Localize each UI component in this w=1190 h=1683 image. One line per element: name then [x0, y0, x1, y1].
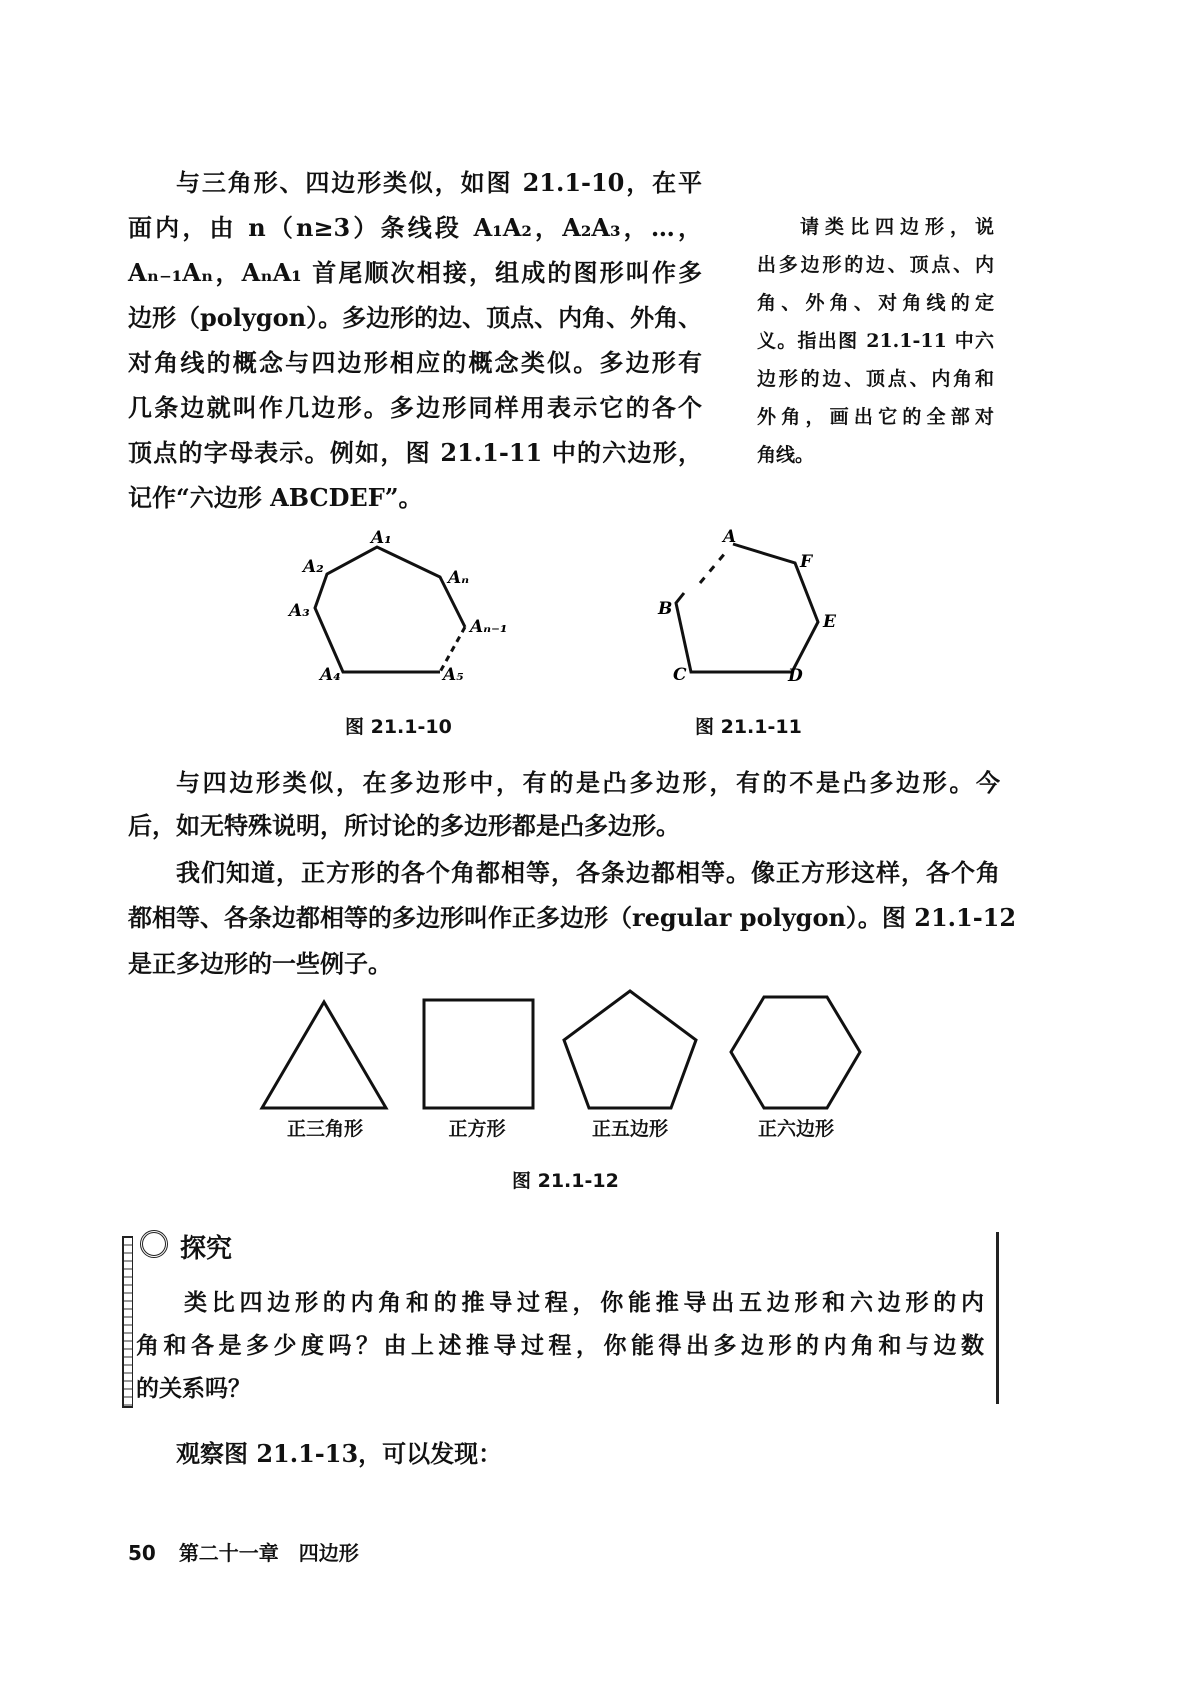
vertex-label-a3: A₃ [289, 601, 310, 621]
side-note-line: 出多边形的边、顶点、内 [757, 254, 994, 276]
vertex-label-a4: A₄ [320, 665, 341, 685]
vertex-label-a1: A₁ [371, 528, 392, 548]
explore-icon [140, 1230, 168, 1258]
text-line: 面内，由 n（n≥3）条线段 A₁A₂，A₂A₃，…， [128, 213, 702, 242]
square-shape [424, 1000, 533, 1108]
page-footer [128, 1537, 359, 1566]
explore-left-border [122, 1236, 133, 1408]
regular-hexagon-shape [731, 997, 860, 1108]
vertex-label-an-1: Aₙ₋₁ [470, 617, 508, 637]
observe-line: 观察图 21.1-13，可以发现： [176, 1439, 503, 1468]
vertex-label-b: B [658, 599, 673, 619]
shape-label: 正六边形 [757, 1118, 834, 1140]
vertex-label-a2: A₂ [303, 557, 324, 577]
figure-caption: 图 21.1-10 [345, 716, 452, 738]
text-line: 对角线的概念与四边形相应的概念类似。多边形有 [128, 348, 702, 377]
text-line: 是正多边形的一些例子。 [128, 949, 392, 978]
explore-text-line: 类比四边形的内角和的推导过程，你能推导出五边形和六边形的内 [184, 1289, 984, 1316]
side-note-line: 请类比四边形，说 [800, 216, 994, 238]
figure-caption: 图 21.1-12 [512, 1170, 619, 1192]
side-note-line: 角、外角、对角线的定 [757, 292, 994, 314]
vertex-label-f: F [800, 552, 813, 572]
text-line: 边形（polygon）。多边形的边、顶点、内角、外角、 [128, 303, 703, 332]
chapter-title: 第二十一章 四边形 [178, 1541, 359, 1565]
explore-box [122, 1228, 999, 1406]
equilateral-triangle-shape [262, 1002, 386, 1108]
vertex-label-c: C [673, 665, 687, 685]
vertex-label-a: A [723, 527, 737, 547]
shape-label: 正五边形 [591, 1118, 668, 1140]
text-line: 与四边形类似，在多边形中，有的是凸多边形，有的不是凸多边形。今 [176, 768, 1000, 797]
text-line: 我们知道，正方形的各个角都相等，各条边都相等。像正方形这样，各个角 [176, 858, 1000, 887]
text-line: 都相等、各条边都相等的多边形叫作正多边形（regular polygon）。图 21.1-12 [128, 903, 1017, 932]
explore-text-line: 的关系吗？ [136, 1375, 251, 1402]
shape-label: 正方形 [448, 1118, 506, 1140]
vertex-label-e: E [823, 612, 836, 632]
vertex-label-an: Aₙ [448, 568, 469, 588]
text-line: Aₙ₋₁Aₙ，AₙA₁ 首尾顺次相接，组成的图形叫作多 [128, 258, 702, 287]
side-note-line: 义。指出图 21.1-11 中六 [757, 330, 994, 352]
figure-caption: 图 21.1-11 [695, 716, 802, 738]
text-line: 与三角形、四边形类似，如图 21.1-10，在平 [176, 168, 702, 197]
explore-right-border [996, 1232, 999, 1404]
page-number: 50 [128, 1541, 156, 1565]
vertex-label-a5: A₅ [443, 665, 464, 685]
side-note-line: 外角，画出它的全部对 [757, 406, 994, 428]
text-line: 顶点的字母表示。例如，图 21.1-11 中的六边形， [128, 438, 702, 467]
shape-label: 正三角形 [286, 1118, 363, 1140]
side-note-line: 边形的边、顶点、内角和 [757, 368, 994, 390]
text-line: 后，如无特殊说明，所讨论的多边形都是凸多边形。 [128, 811, 680, 840]
text-line: 几条边就叫作几边形。多边形同样用表示它的各个 [128, 393, 702, 422]
text-line: 记作“六边形 ABCDEF”。 [128, 483, 423, 512]
vertex-label-d: D [788, 666, 803, 686]
explore-text-line: 角和各是多少度吗？由上述推导过程，你能得出多边形的内角和与边数 [136, 1332, 984, 1359]
side-note-line: 角线。 [757, 444, 815, 466]
regular-pentagon-shape [564, 991, 696, 1108]
explore-title: 探究 [180, 1234, 233, 1264]
